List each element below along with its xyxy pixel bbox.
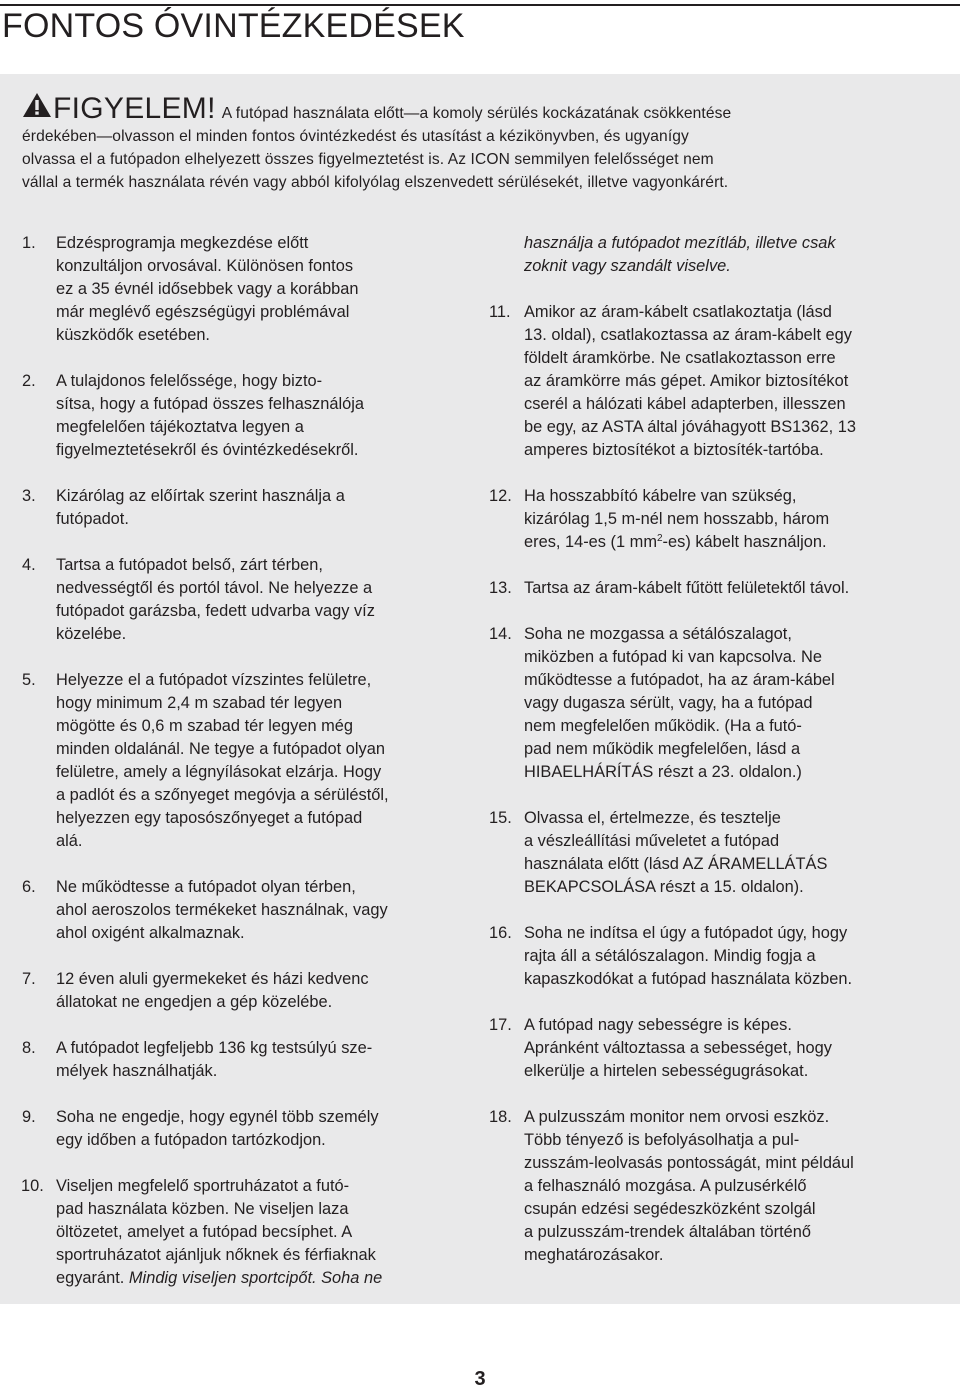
item-number: 16. bbox=[489, 924, 512, 942]
item-text-line: zoknit vagy szandált viselve. bbox=[524, 257, 731, 275]
item-text-line: Soha ne mozgassa a sétálószalagot, bbox=[524, 625, 792, 643]
list-item bbox=[490, 1106, 940, 1267]
item-text-line: állatokat ne engedjen a gép közelébe. bbox=[56, 993, 333, 1011]
item-text-line: alá. bbox=[56, 832, 83, 850]
list-item bbox=[490, 1014, 940, 1083]
item-number: 2. bbox=[22, 372, 36, 390]
item-text: egyaránt. bbox=[56, 1269, 129, 1287]
item-text-line: vagy dugasza sérült, vagy, ha a futópad bbox=[524, 694, 813, 712]
item-text-line: elkerülje a hirtelen sebességugrásokat. bbox=[524, 1062, 809, 1080]
item-text-line: Több tényező is befolyásolhatja a pul- bbox=[524, 1131, 800, 1149]
list-item bbox=[490, 301, 940, 462]
item-text-line: sportruházatot ajánljuk nőknek és férfiaknak bbox=[56, 1246, 376, 1264]
list-item bbox=[22, 232, 472, 347]
item-text-line: figyelmeztetésekről és óvintézkedésekről. bbox=[56, 441, 359, 459]
item-text-line: sítsa, hogy a futópad összes felhasználója bbox=[56, 395, 364, 413]
item-text-line: Kizárólag az előírtak szerint használja a bbox=[56, 487, 345, 505]
list-item bbox=[490, 577, 940, 600]
item-number: 4. bbox=[22, 556, 36, 574]
item-text-line: használja a futópadot mezítláb, illetve csak bbox=[524, 234, 836, 252]
item-text-line: ez a 35 évnél idősebbek vagy a korábban bbox=[56, 280, 359, 298]
item-text-line: a pulzusszám-trendek általában történő bbox=[524, 1223, 812, 1241]
item-number: 12. bbox=[489, 487, 512, 505]
item-number: 14. bbox=[489, 625, 512, 643]
item-text-line: mögötte és 0,6 m szabad tér legyen még bbox=[56, 717, 354, 735]
item-number: 8. bbox=[22, 1039, 36, 1057]
right-column bbox=[490, 232, 940, 1290]
item-text-line: pad nem működik megfelelően, lásd a bbox=[524, 740, 801, 758]
list-item bbox=[490, 807, 940, 899]
item-text-line: felületre, amely a légnyílásokat elzárja. Hogy bbox=[56, 763, 382, 781]
warning-triangle-icon bbox=[22, 92, 52, 118]
item-number: 1. bbox=[22, 234, 36, 252]
item-text-line: futópadot. bbox=[56, 510, 129, 528]
item-text-line: minden oldalánál. Ne tegye a futópadot olyan bbox=[56, 740, 385, 758]
warning-label: FIGYELEM! bbox=[53, 92, 216, 125]
item-text-line: mélyek használhatják. bbox=[56, 1062, 218, 1080]
item-text-line: BEKAPCSOLÁSA részt a 15. oldalon). bbox=[524, 878, 804, 896]
item-text: -es) kábelt használjon. bbox=[662, 533, 827, 551]
list-item bbox=[490, 485, 940, 554]
warning-text-line: olvassa el a futópadon elhelyezett összes figyelmeztetést is. Az ICON semmilyen felelősséget nem bbox=[22, 151, 714, 168]
item-text-line: hogy minimum 2,4 m szabad tér legyen bbox=[56, 694, 343, 712]
item-text-line: HIBAELHÁRÍTÁS részt a 23. oldalon.) bbox=[524, 763, 802, 781]
superscript: 2 bbox=[656, 533, 663, 544]
list-item bbox=[22, 968, 472, 1014]
item-text-line: ahol aeroszolos termékeket használnak, vagy bbox=[56, 901, 388, 919]
item-text-line: 13. oldal), csatlakoztassa az áram-kábelt egy bbox=[524, 326, 852, 344]
item-text-line bbox=[56, 1267, 472, 1290]
item-text-line: A tulajdonos felelőssége, hogy bizto- bbox=[56, 372, 323, 390]
item-text: eres, 14-es (1 mm bbox=[524, 533, 657, 551]
item-text-line: A pulzusszám monitor nem orvosi eszköz. bbox=[524, 1108, 830, 1126]
item-number: 5. bbox=[22, 671, 36, 689]
item-text-line: amperes biztosítékot a biztosíték-tartóba. bbox=[524, 441, 824, 459]
item-text-line: küszködők esetében. bbox=[56, 326, 210, 344]
item-number: 15. bbox=[489, 809, 512, 827]
list-item bbox=[22, 485, 472, 531]
item-text-line: Apránként változtassa a sebességet, hogy bbox=[524, 1039, 832, 1057]
item-text-line: be egy, az ASTA által jóváhagyott BS1362, 13 bbox=[524, 418, 856, 436]
item-text-line: futópadot garázsba, fedett udvarba vagy víz bbox=[56, 602, 375, 620]
item-text-line: a felhasználó mozgása. A pulzusérkélő bbox=[524, 1177, 807, 1195]
item-text-line: Ha hosszabbító kábelre van szükség, bbox=[524, 487, 797, 505]
item-text-line: a padlót és a szőnyeget megóvja a sérüléstől, bbox=[56, 786, 389, 804]
item-text-line: Tartsa a futópadot belső, zárt térben, bbox=[56, 556, 323, 574]
item-text-line bbox=[524, 531, 940, 554]
item-text-line: konzultáljon orvosával. Különösen fontos bbox=[56, 257, 354, 275]
item-text-line: Soha ne engedje, hogy egynél több személy bbox=[56, 1108, 379, 1126]
item-text-line: csupán edzési segédeszközként szolgál bbox=[524, 1200, 816, 1218]
left-column bbox=[22, 232, 472, 1313]
warning-block bbox=[22, 92, 942, 194]
item-text-line: helyezzen egy taposószőnyeget a futópad bbox=[56, 809, 363, 827]
item-text-line: A futópad nagy sebességre is képes. bbox=[524, 1016, 792, 1034]
list-item bbox=[490, 623, 940, 784]
item-text-line: megfelelően tájékoztatva legyen a bbox=[56, 418, 304, 436]
warning-text-line: A futópad használata előtt—a komoly sérülés kockázatának csökkentése bbox=[221, 105, 732, 122]
item-number: 7. bbox=[22, 970, 36, 988]
item-number: 18. bbox=[489, 1108, 512, 1126]
item-text-line: nedvességtől és portól távol. Ne helyezze a bbox=[56, 579, 373, 597]
item-text-line: A futópadot legfeljebb 136 kg testsúlyú sze- bbox=[56, 1039, 373, 1057]
page-title: FONTOS ÓVINTÉZKEDÉSEK bbox=[2, 7, 465, 45]
item-text-line: miközben a futópad ki van kapcsolva. Ne bbox=[524, 648, 822, 666]
item-text-line: cserél a hálózati kábel adapterben, illesszen bbox=[524, 395, 846, 413]
item-text-line: Viseljen megfelelő sportruházatot a futó- bbox=[56, 1177, 350, 1195]
list-item bbox=[22, 554, 472, 646]
item-text-line: Soha ne indítsa el úgy a futópadot úgy, hogy bbox=[524, 924, 848, 942]
item-text-line: használata előtt (lásd AZ ÁRAMELLÁTÁS bbox=[524, 855, 828, 873]
item-text-line: ahol oxigént alkalmaznak. bbox=[56, 924, 245, 942]
item-text-line: működtesse a futópadot, ha az áram-kábel bbox=[524, 671, 835, 689]
item-text-line: Helyezze el a futópadot vízszintes felületre, bbox=[56, 671, 372, 689]
item-text-line: pad használata közben. Ne viseljen laza bbox=[56, 1200, 349, 1218]
list-item bbox=[490, 922, 940, 991]
item-text-line: Edzésprogramja megkezdése előtt bbox=[56, 234, 309, 252]
item-number: 10. bbox=[21, 1177, 44, 1195]
item-text-line: közelébe. bbox=[56, 625, 127, 643]
item-text-line: Ne működtesse a futópadot olyan térben, bbox=[56, 878, 356, 896]
item-number: 17. bbox=[489, 1016, 512, 1034]
item-text-line: Olvassa el, értelmezze, és tesztelje bbox=[524, 809, 781, 827]
item-number: 6. bbox=[22, 878, 36, 896]
item-text-line: egy időben a futópadon tartózkodjon. bbox=[56, 1131, 326, 1149]
item-number: 9. bbox=[22, 1108, 36, 1126]
list-item bbox=[22, 1175, 472, 1290]
item-text-line: 12 éven aluli gyermekeket és házi kedvenc bbox=[56, 970, 369, 988]
item-text-line: kizárólag 1,5 m-nél nem hosszabb, három bbox=[524, 510, 830, 528]
list-item bbox=[22, 1106, 472, 1152]
item-text-line: Tartsa az áram-kábelt fűtött felületektől távol. bbox=[524, 579, 850, 597]
item-number: 3. bbox=[22, 487, 36, 505]
page-number: 3 bbox=[474, 1368, 486, 1390]
item-text-line: a vészleállítási műveletet a futópad bbox=[524, 832, 780, 850]
continuation-text bbox=[490, 232, 940, 278]
item-text-line: az áramkörre más gépet. Amikor biztosítékot bbox=[524, 372, 849, 390]
warning-text-line: vállal a termék használata révén vagy abból kifolyólag elszenvedett sérülésekét, illetve vagyonkárért. bbox=[22, 174, 729, 191]
item-text-line: már meglévő egészségügyi problémával bbox=[56, 303, 350, 321]
item-text-italic: Mindig viseljen sportcipőt. Soha ne bbox=[128, 1269, 383, 1287]
item-text-line: kapaszkodókat a futópad használata közben. bbox=[524, 970, 853, 988]
item-number: 11. bbox=[489, 303, 511, 321]
list-item bbox=[22, 669, 472, 853]
item-text-line: nem megfelelően működik. (Ha a futó- bbox=[524, 717, 802, 735]
item-text-line: meghatározásakor. bbox=[524, 1246, 664, 1264]
warning-text-line: érdekében—olvasson el minden fontos óvintézkedést és utasítást a kézikönyvben, és ugyanígy bbox=[22, 128, 689, 145]
item-text-line: zusszám-leolvasás pontosságát, mint például bbox=[524, 1154, 854, 1172]
list-item bbox=[22, 876, 472, 945]
item-text-line: öltözetet, amelyet a futópad becsíphet. A bbox=[56, 1223, 353, 1241]
item-number: 13. bbox=[489, 579, 512, 597]
item-text-line: rajta áll a sétálószalagon. Mindig fogja a bbox=[524, 947, 816, 965]
item-text-line: Amikor az áram-kábelt csatlakoztatja (lásd bbox=[524, 303, 832, 321]
list-item bbox=[22, 370, 472, 462]
list-item bbox=[22, 1037, 472, 1083]
item-text-line: földelt áramkörbe. Ne csatlakoztasson erre bbox=[524, 349, 836, 367]
